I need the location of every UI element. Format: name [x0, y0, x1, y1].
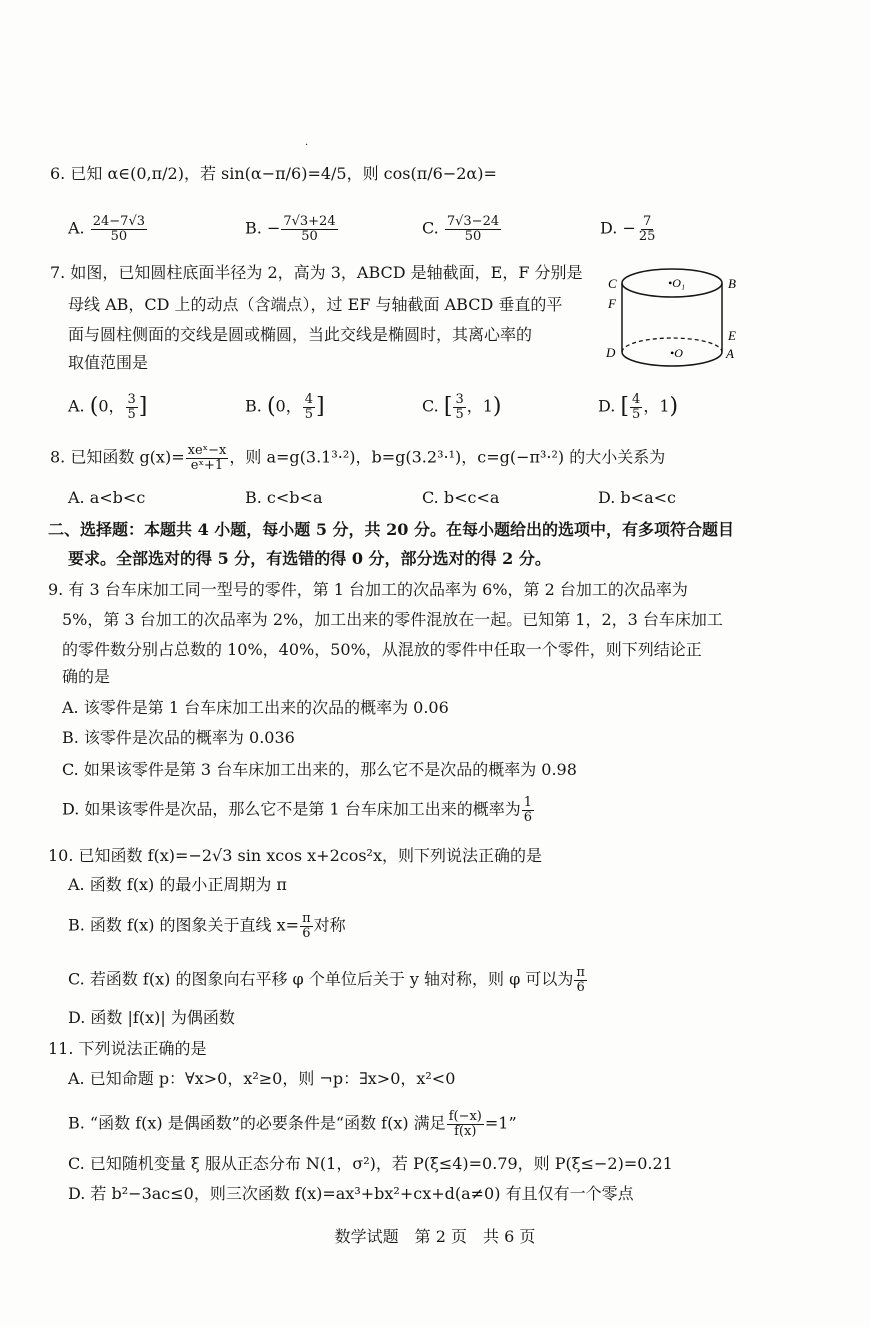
option-label: D. [598, 396, 616, 416]
denominator: eˣ+1 [190, 457, 224, 473]
q7-line-2: 母线 AB，CD 上的动点（含端点），过 EF 与轴截面 ABCD 垂直的平 [68, 295, 563, 314]
numerator: π [302, 911, 311, 926]
denominator: 50 [464, 228, 482, 244]
option-label: A. [68, 218, 85, 238]
bracket-open: [ [443, 394, 453, 420]
q9-line-4: 确的是 [62, 667, 111, 686]
q11-option-b-fraction [447, 1110, 484, 1138]
denominator: 25 [638, 228, 656, 244]
label-c: C [608, 276, 617, 291]
denominator: 5 [632, 406, 641, 422]
q6-stem-b: (0,π/2) [130, 164, 184, 183]
option-label: B. [245, 218, 262, 238]
q11-option-d[interactable]: D. 若 b²−3ac≤0，则三次函数 f(x)=ax³+bx²+cx+d(a≠0) 有且仅有一个零点 [68, 1184, 634, 1203]
q8-option-d[interactable]: D. b<a<c [598, 488, 676, 507]
sign: − [266, 218, 281, 238]
q7-line-1: 7. 如图，已知圆柱底面半径为 2，高为 3，ABCD 是轴截面，E，F 分别是 [50, 263, 583, 282]
denominator: f(x) [454, 1123, 477, 1139]
q9-line-3: 的零件数分别占总数的 10%，40%，50%，从混放的零件中任取一个零件，则下列结论正 [62, 640, 702, 659]
q9-option-d[interactable] [62, 796, 535, 824]
cylinder-figure [600, 260, 750, 380]
q6-option-b[interactable] [245, 215, 339, 243]
label-o: •O [670, 346, 683, 360]
denominator: 6 [523, 809, 533, 825]
option-label: C. [422, 218, 439, 238]
bracket-close: ] [316, 394, 325, 420]
q10-option-c-text: C. 若函数 f(x) 的图象向右平移 φ 个单位后关于 y 轴对称，则 φ 可以为 [68, 969, 574, 989]
q10-option-b-text: B. 函数 f(x) 的图象关于直线 x= [68, 915, 300, 935]
q6-option-a[interactable] [68, 215, 148, 243]
q10-option-d[interactable]: D. 函数 |f(x)| 为偶函数 [68, 1008, 235, 1027]
q10-option-c-fraction [574, 966, 587, 994]
numerator: xeˣ−x [187, 443, 227, 458]
label-e: E [728, 328, 736, 343]
q9-option-d-text: D. 如果该零件是次品，那么它不是第 1 台车床加工出来的概率为 [62, 799, 521, 819]
q9-option-a[interactable]: A. 该零件是第 1 台车床加工出来的次品的概率为 0.06 [62, 698, 449, 717]
q7-option-b-fraction [303, 393, 315, 421]
q10-option-a[interactable]: A. 函数 f(x) 的最小正周期为 π [68, 875, 287, 894]
numerator: 7 [642, 214, 652, 229]
q10-stem: 10. 已知函数 f(x)=−2√3 sin xcos x+2cos²x，则下列说法正确的是 [48, 846, 542, 865]
bracket-close: ] [138, 394, 148, 420]
q7-option-d-fraction [630, 393, 642, 421]
q10-option-b-fraction [300, 912, 313, 940]
q7-option-a-fraction [126, 393, 138, 421]
interval-start: 0， [98, 396, 125, 416]
label-d: D [606, 345, 616, 360]
q7-option-c[interactable] [422, 393, 502, 421]
q11-option-b-tail: =1” [484, 1113, 517, 1133]
q7-option-d[interactable] [598, 393, 678, 421]
sign: − [622, 218, 636, 238]
label-f: F [608, 296, 616, 311]
q7-line-4: 取值范围是 [68, 353, 149, 372]
q6-option-a-fraction [91, 215, 147, 243]
option-label: C. [422, 396, 439, 416]
q8-stem [50, 444, 665, 472]
q6-option-d-fraction [637, 215, 658, 243]
q8-stem-a: 8. 已知函数 g(x)= [50, 447, 185, 467]
numerator: 4 [304, 392, 313, 407]
option-label: A. [68, 396, 85, 416]
interval-start: 0， [275, 396, 302, 416]
q9-line-2: 5%，第 3 台加工的次品率为 2%，加工出来的零件混放在一起。已知第 1，2，3 台车床加工 [62, 610, 723, 629]
option-label: D. [600, 218, 618, 238]
q6-option-d[interactable] [600, 215, 658, 243]
q8-fraction [186, 444, 229, 472]
label-a: A [726, 346, 734, 361]
denominator: 5 [127, 406, 136, 422]
denominator: 50 [110, 228, 128, 244]
numerator: 7√3−24 [446, 214, 500, 229]
q6-stem-a: 6. 已知 α∈ [50, 164, 131, 183]
q6-option-c-fraction [445, 215, 501, 243]
q9-option-b[interactable]: B. 该零件是次品的概率为 0.036 [62, 728, 295, 747]
q9-option-d-fraction [522, 796, 534, 824]
section-header-line-2: 要求。全部选对的得 5 分，有选错的得 0 分，部分选对的得 2 分。 [68, 549, 551, 568]
section-header-line-1: 二、选择题：本题共 4 小题，每小题 5 分，共 20 分。在每小题给出的选项中，有多项符合题目 [48, 520, 734, 539]
q11-option-a[interactable]: A. 已知命题 p：∀x>0，x²≥0，则 ¬p：∃x>0，x²<0 [68, 1069, 456, 1088]
q8-stem-b: ，则 a=g(3.1³·²)，b=g(3.2³·¹)，c=g(−π³·²) 的大小关系为 [229, 447, 666, 467]
interval-end: ，1 [466, 396, 493, 416]
q11-option-b-text: B. “函数 f(x) 是偶函数”的必要条件是“函数 f(x) 满足 [68, 1113, 446, 1133]
q7-line-3: 面与圆柱侧面的交线是圆或椭圆，当此交线是椭圆时，其离心率的 [68, 325, 533, 344]
numerator: 4 [632, 392, 641, 407]
q8-option-a[interactable]: A. a<b<c [68, 488, 146, 507]
q6-stem [50, 166, 497, 182]
q6-option-c[interactable] [422, 215, 502, 243]
option-label: B. [245, 396, 262, 416]
denominator: 50 [301, 228, 318, 244]
numerator: π [576, 965, 585, 980]
q11-stem: 11. 下列说法正确的是 [48, 1039, 207, 1058]
numerator: f(−x) [448, 1109, 482, 1124]
q11-option-b[interactable] [68, 1110, 517, 1138]
bracket-close: ) [669, 394, 679, 420]
q7-option-b[interactable] [245, 393, 325, 421]
numerator: 3 [455, 392, 464, 407]
bracket-open: ( [89, 394, 99, 420]
numerator: 7√3+24 [283, 214, 336, 229]
q11-option-c[interactable]: C. 已知随机变量 ξ 服从正态分布 N(1，σ²)，若 P(ξ≤4)=0.79，则 P(ξ≤−2)=0.21 [68, 1154, 673, 1173]
q8-option-b[interactable]: B. c<b<a [245, 488, 323, 507]
interval-end: ，1 [643, 396, 670, 416]
q10-option-c[interactable] [68, 966, 588, 994]
numerator: 3 [127, 392, 136, 407]
bracket-close: ) [492, 394, 502, 420]
q7-option-a[interactable] [68, 393, 147, 421]
stray-mark: · [305, 140, 309, 151]
numerator: 24−7√3 [92, 214, 145, 229]
bracket-open: ( [266, 394, 276, 420]
q7-option-c-fraction [453, 393, 465, 421]
denominator: 6 [302, 925, 311, 941]
denominator: 6 [576, 979, 585, 995]
q9-option-c[interactable]: C. 如果该零件是第 3 台车床加工出来的，那么它不是次品的概率为 0.98 [62, 760, 577, 779]
q9-line-1: 9. 有 3 台车床加工同一型号的零件，第 1 台加工的次品率为 6%，第 2 台加工的次品率为 [48, 580, 688, 599]
q10-option-b[interactable] [68, 912, 346, 940]
q6-stem-c: ，若 sin(α−π/6)=4/5，则 cos(π/6−2α)= [183, 164, 497, 183]
denominator: 5 [304, 406, 313, 422]
q8-option-c[interactable]: C. b<c<a [422, 488, 500, 507]
label-o1: •O₁ [668, 276, 686, 290]
q10-option-b-tail: 对称 [313, 915, 346, 935]
numerator: 1 [523, 795, 533, 810]
q6-option-b-fraction [281, 215, 337, 243]
page-footer: 数学试题 第 2 页 共 6 页 [334, 1227, 536, 1246]
label-b: B [728, 276, 736, 291]
bracket-open: [ [620, 394, 630, 420]
denominator: 5 [455, 406, 464, 422]
